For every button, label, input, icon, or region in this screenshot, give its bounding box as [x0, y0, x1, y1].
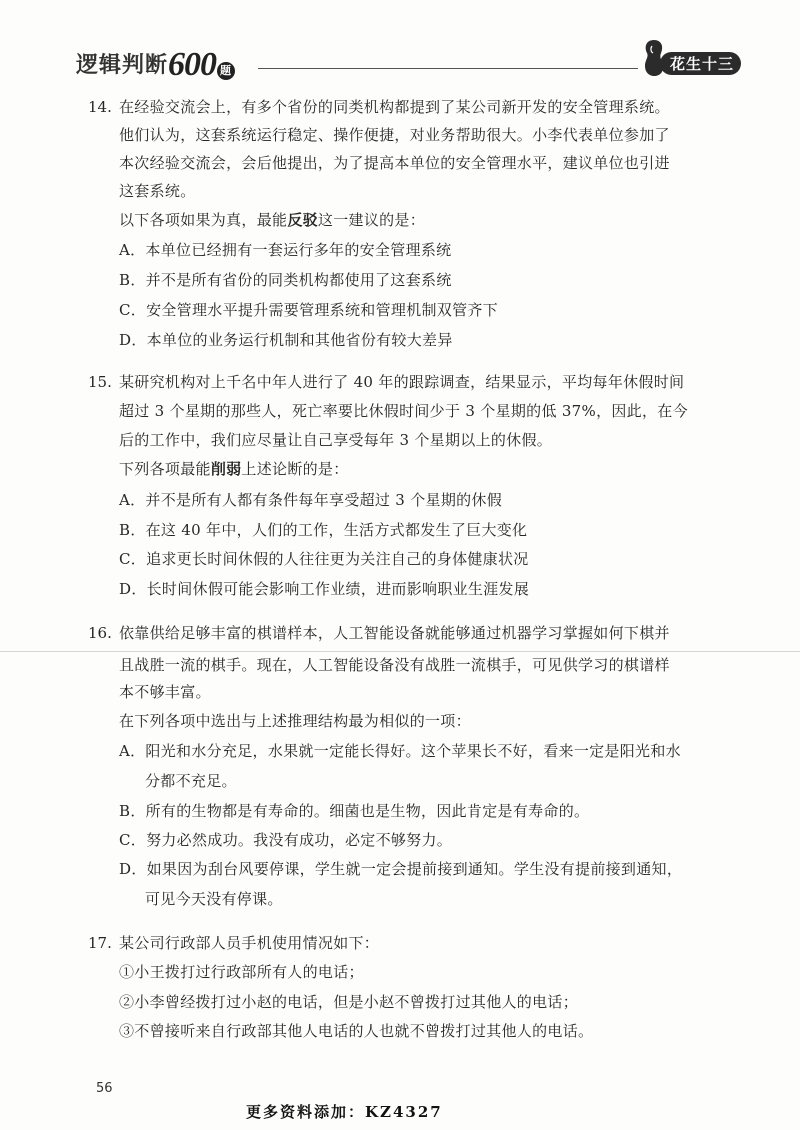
question-stem-line: 依靠供给足够丰富的棋谱样本，人工智能设备就能够通过机器学习掌握如何下棋并: [119, 624, 670, 642]
page-number: 56: [96, 1081, 113, 1096]
question-number: 17.: [88, 934, 112, 952]
question-stem-line: 后的工作中，我们应尽量让自己享受每年 3 个星期以上的休假。: [119, 431, 553, 449]
prompt-text: 这一建议的是：: [317, 211, 426, 229]
prompt-keyword: 反驳: [287, 211, 318, 229]
answer-option-d: D．本单位的业务运行机制和其他省份有较大差异: [119, 331, 453, 349]
question-stem-line: 他们认为，这套系统运行稳定、操作便捷，对业务帮助很大。小李代表单位参加了: [119, 126, 670, 144]
brand-logo: [640, 38, 735, 78]
answer-option-b: B．并不是所有省份的同类机构都使用了这套系统: [119, 271, 452, 289]
page-header: [76, 36, 735, 83]
answer-option-c: C．努力必然成功。我没有成功，必定不够努力。: [119, 831, 453, 849]
question-number: 16.: [88, 624, 112, 642]
brand-name: 花生十三: [660, 52, 741, 75]
question-stem-line: 某公司行政部人员手机使用情况如下：: [119, 934, 380, 952]
question-stem-line: 且战胜一流的棋手。现在，人工智能设备没有战胜一流棋手，可见供学习的棋谱样: [119, 656, 670, 674]
book-title: [76, 46, 235, 84]
question-stem-line: 某研究机构对上千名中年人进行了 40 年的跟踪调查，结果显示，平均每年休假时间: [119, 373, 685, 391]
question-number: 14.: [88, 98, 112, 116]
prompt-text: 下列各项最能: [119, 460, 211, 478]
question-stem-line: 这套系统。: [119, 182, 196, 200]
prompt-text: 上述论断的是：: [241, 460, 349, 478]
question-stem-line: 在经验交流会上，有多个省份的同类机构都提到了某公司新开发的安全管理系统。: [119, 98, 670, 116]
answer-option-c: C．安全管理水平提升需要管理系统和管理机制双管齐下: [119, 301, 498, 319]
header-rule: [258, 68, 638, 69]
condition-item: ③不曾接听来自行政部其他人电话的人也就不曾拨打过其他人的电话。: [119, 1022, 594, 1040]
answer-option-a: A．本单位已经拥有一套运行多年的安全管理系统: [119, 241, 452, 259]
question-stem-line: 超过 3 个星期的那些人，死亡率要比休假时间少于 3 个星期的低 37%，因此，在今: [119, 402, 688, 420]
answer-option-b: B．在这 40 年中，人们的工作，生活方式都发生了巨大变化: [119, 521, 528, 539]
condition-item: ①小王拨打过行政部所有人的电话；: [119, 963, 364, 981]
answer-option-a: A．阳光和水分充足，水果就一定能长得好。这个苹果长不好，看来一定是阳光和水: [119, 742, 681, 760]
condition-item: ②小李曾经拨打过小赵的电话，但是小赵不曾拨打过其他人的电话；: [119, 993, 579, 1011]
answer-option-c: C．追求更长时间休假的人往往更为关注自己的身体健康状况: [119, 550, 529, 568]
scan-divider-line: [0, 651, 800, 652]
footer-note: 更多资料添加：KZ4327: [246, 1103, 443, 1121]
question-prompt: [119, 210, 425, 230]
book-title-prefix: 逻辑判断: [76, 53, 169, 78]
question-number: 15.: [88, 373, 112, 391]
answer-option-d: D．长时间休假可能会影响工作业绩，进而影响职业生涯发展: [119, 580, 530, 598]
answer-option-b: B．所有的生物都是有寿命的。细菌也是生物，因此肯定是有寿命的。: [119, 802, 590, 820]
answer-option-d: D．如果因为刮台风要停课，学生就一定会提前接到通知。学生没有提前接到通知，: [119, 860, 683, 878]
answer-option-a-continued: 分都不充足。: [145, 772, 237, 790]
question-prompt: 在下列各项中选出与上述推理结构最为相似的一项：: [119, 712, 471, 730]
question-prompt: [119, 459, 349, 479]
question-stem-line: 本次经验交流会，会后他提出，为了提高本单位的安全管理水平，建议单位也引进: [119, 154, 670, 172]
prompt-keyword: 削弱: [210, 460, 242, 478]
book-title-suffix: 题: [217, 62, 235, 80]
answer-option-d-continued: 可见今天没有停课。: [145, 890, 283, 908]
question-stem-line: 本不够丰富。: [119, 683, 211, 701]
answer-option-a: A．并不是所有人都有条件每年享受超过 3 个星期的休假: [119, 491, 503, 509]
book-title-number: 600: [168, 46, 217, 83]
prompt-text: 以下各项如果为真，最能: [119, 211, 288, 229]
